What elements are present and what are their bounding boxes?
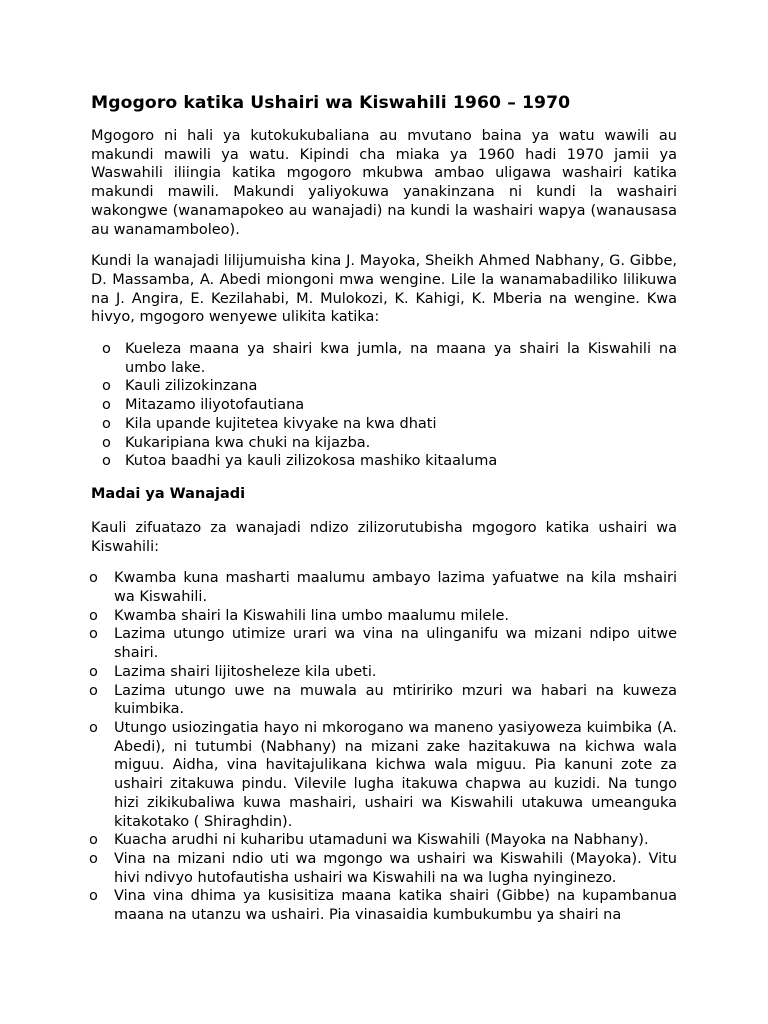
bullet-marker: o [89,719,98,736]
list-item-text: Kueleza maana ya shairi kwa jumla, na maana ya shairi la Kiswahili na umbo lake. [125,341,677,376]
list-item-text: Lazima utungo uwe na muwala au mtiririko mzuri wa habari na kuweza kuimbika. [114,682,677,718]
bullet-marker: o [89,682,98,699]
list-item-text: Utungo usiozingatia hayo ni mkorogano wa maneno yasiyoweza kuimbika (A. Abedi), ni tutumbi (Nabhany) na mizani zake hazitakuwa na kichwa wala miguu. Aidha, vina havitajulikana kichwa wala miguu. Pia kanuni zote za ushairi zitakuwa pindu. Vilevile lugha itakuwa chapwa au kuzidi. Na tungo hizi zikikubaliwa kuwa mashairi, ushairi wa Kiswahili utakuwa umeanguka kitakotako ( Shiraghdin). [114,719,677,830]
bullet-marker: o [89,832,98,849]
list-item [89,607,677,626]
list-item-text: Kuacha arudhi ni kuharibu utamaduni wa Kiswahili (Mayoka na Nabhany). [114,832,649,849]
list-item [91,377,677,396]
list-item [91,434,677,453]
list-item-text: Mitazamo iliyotofautiana [125,397,305,414]
intro-paragraph: Mgogoro ni hali ya kutokukubaliana au mvutano baina ya watu wawili au makundi mawili ya watu. Kipindi cha miaka ya 1960 hadi 1970 jamii ya Waswahili iliingia katika mgogoro mkubwa ambao uligawa washairi katika makundi mawili. Makundi yaliyokuwa yanakinzana ni kundi la washairi wakongwe (wanamapokeo au wanajadi) na kundi la washairi wapya (wanausasa au wanamamboleo). [91,128,677,238]
section-intro-paragraph: Kauli zifuatazo za wanajadi ndizo zilizorutubisha mgogoro katika ushairi wa Kiswahili: [91,519,677,555]
list-item [89,625,677,662]
list-item [89,887,677,924]
traditionalist-claims-list [89,569,677,924]
list-item [89,569,677,606]
bullet-marker: o [89,607,98,624]
bullet-marker: o [102,415,111,432]
list-item [91,396,677,415]
bullet-marker: o [89,626,98,643]
bullet-marker: o [89,888,98,905]
section-heading: Madai ya Wanajadi [91,485,246,502]
bullet-marker: o [89,570,98,587]
bullet-marker: o [102,453,111,470]
bullet-marker: o [89,850,98,867]
list-item-text: Kukaripiana kwa chuki na kijazba. [125,434,371,451]
list-item [89,831,677,850]
list-item [91,415,677,434]
list-item-text: Vina na mizani ndio uti wa mgongo wa ushairi wa Kiswahili (Mayoka). Vitu hivi ndivyo hutofautisha ushairi wa Kiswahili na wa lugha nyinginezo. [114,850,677,886]
groups-paragraph: Kundi la wanajadi lilijumuisha kina J. Mayoka, Sheikh Ahmed Nabhany, G. Gibbe, D. Massamba, A. Abedi miongoni mwa wengine. Lile la wanamabadiliko lilikuwa na J. Angira, E. Kezilahabi, M. Mulokozi, K. Kahigi, K. Mberia na wengine. Kwa hivyo, mgogoro wenyewe ulikita katika: [91,253,677,326]
conflict-issues-list [91,340,677,471]
list-item [91,340,677,377]
list-item-text: Kwamba shairi la Kiswahili lina umbo maalumu milele. [114,607,510,624]
list-item [89,663,677,682]
list-item-text: Kila upande kujitetea kivyake na kwa dhati [125,415,437,432]
list-item [91,452,677,471]
list-item [89,719,677,831]
bullet-marker: o [102,397,111,414]
bullet-marker: o [89,663,98,680]
list-item-text: Kutoa baadhi ya kauli zilizokosa mashiko kitaaluma [125,453,498,470]
list-item-text: Lazima shairi lijitosheleze kila ubeti. [114,663,377,680]
list-item [89,850,677,887]
bullet-marker: o [102,434,111,451]
list-item-text: Kauli zilizokinzana [125,378,258,395]
list-item [89,682,677,719]
list-item-text: Vina vina dhima ya kusisitiza maana katika shairi (Gibbe) na kupambanua maana na utanzu wa ushairi. Pia vinasaidia kumbukumbu ya shairi na [114,888,677,924]
list-item-text: Kwamba kuna masharti maalumu ambayo lazima yafuatwe na kila mshairi wa Kiswahili. [114,570,677,606]
list-item-text: Lazima utungo utimize urari wa vina na ulinganifu wa mizani ndipo uitwe shairi. [114,626,677,662]
document-title: Mgogoro katika Ushairi wa Kiswahili 1960 – 1970 [91,93,571,113]
bullet-marker: o [102,378,111,395]
bullet-marker: o [102,341,111,358]
